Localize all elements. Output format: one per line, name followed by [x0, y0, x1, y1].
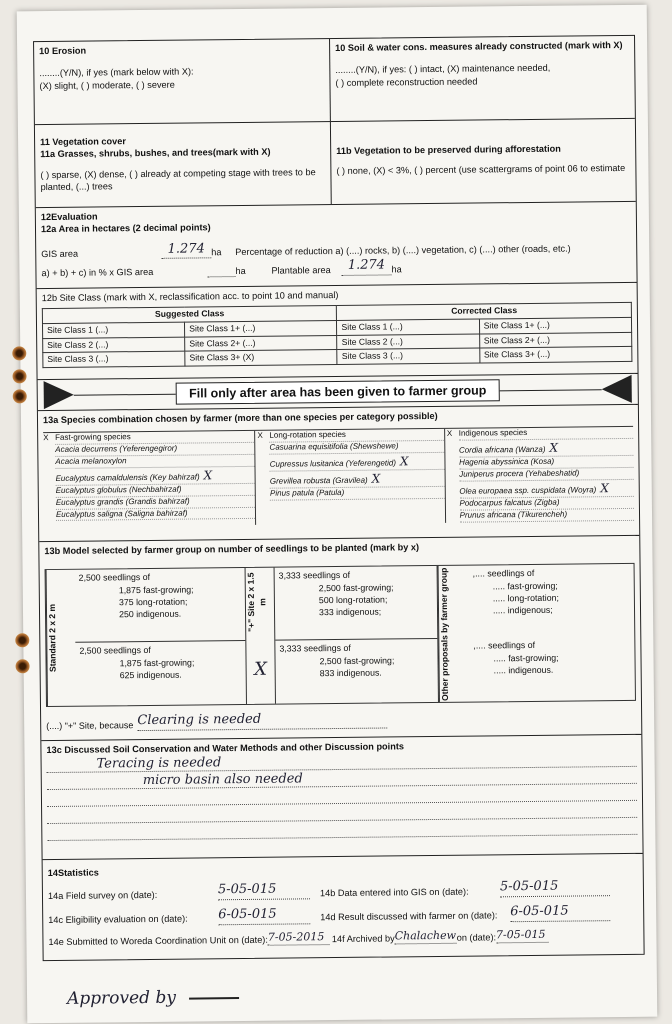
indigenous-column — [459, 427, 634, 522]
site-class-option[interactable]: Site Class 2+ (...) — [185, 335, 337, 351]
indig-head: Indigenous species — [459, 427, 634, 441]
gis-area-label: GIS area — [41, 248, 79, 260]
banner-row — [38, 374, 638, 411]
species-cell — [38, 405, 639, 541]
evaluation-cell — [36, 202, 637, 288]
species-item[interactable]: Casuarina equisitifolia (Shewshewe) — [269, 441, 444, 455]
discussion-line[interactable]: micro basin also needed — [47, 767, 637, 790]
plus-site-label: "+" Site 2 x 1.5 m X — [246, 568, 276, 704]
approved-by: Approved by — [67, 987, 239, 1009]
site-class-option[interactable]: Site Class 3 (...) — [337, 348, 479, 364]
arrow-icon — [44, 381, 74, 409]
check-mark: X — [254, 659, 268, 681]
discussion-line[interactable]: Teracing is needed — [47, 750, 637, 773]
discussed-date[interactable]: 6-05-015 — [510, 902, 610, 922]
other-option-2[interactable]: ,.... seedlings of ..... fast-growing; ..... indigenous. — [473, 640, 559, 676]
long-head: Long-rotation species — [269, 429, 444, 443]
section-11 — [35, 119, 636, 208]
site-class-option[interactable]: Site Class 2+ (...) — [479, 332, 632, 348]
species-item[interactable]: Cupressus lusitanica (Yeferengetid) X — [270, 453, 445, 472]
swc-line2: ( ) complete reconstruction needed — [335, 76, 478, 88]
vegetation-cell — [35, 122, 332, 207]
banner-text: Fill only after area has been given to farmer group — [176, 379, 500, 404]
species-item[interactable]: Juniperus procera (Yehabeshatid) — [459, 468, 634, 482]
formula-text: a) + b) + c) in % x GIS area — [41, 266, 154, 278]
other-options — [469, 564, 635, 702]
section-14 — [43, 854, 644, 960]
woreda-label: 14e Submitted to Woreda Coordination Unit on (date): — [48, 934, 268, 947]
check-mark: X — [399, 454, 409, 469]
field-survey-label: 14a Field survey on (date): — [47, 889, 158, 901]
preserve-line: ( ) none, (X) < 3%, ( ) percent (use scattergrams of point 06 to estimate — [336, 163, 626, 177]
discussion-title: 13c Discussed Soil Conservation and Water Methods and other Discussion points — [46, 741, 405, 756]
site-class-option[interactable]: Site Class 3+ (...) — [479, 347, 632, 363]
erosion-line1: ........(Y/N), if yes (mark below with X): — [39, 66, 194, 79]
species-item[interactable]: Acacia decurrens (Yeferengegiror) — [55, 443, 254, 457]
check-mark: X — [371, 471, 381, 486]
fast-growing-column — [55, 431, 256, 526]
check-mark: X — [203, 468, 213, 483]
section-12a — [36, 202, 637, 289]
site-class-title: 12b Site Class (mark with X, reclassification acc. to point 10 and manual) — [41, 289, 339, 304]
discussed-label: 14d Result discussed with farmer on (date): — [320, 910, 498, 923]
field-survey-date[interactable]: 5-05-015 — [218, 881, 310, 901]
form-body — [33, 35, 645, 961]
swc-line1: ........(Y/N), if yes: ( ) intact, (X) maintenance needed, — [335, 63, 551, 76]
vegetation-sub: 11a Grasses, shrubs, bushes, and trees(mark with X) — [40, 147, 271, 160]
model-grid — [45, 563, 636, 707]
section-13c — [41, 735, 642, 860]
eligibility-date[interactable]: 6-05-015 — [218, 905, 310, 925]
standard-option-2[interactable]: 2,500 seedlings of 1,875 fast-growing; 625 indigenous. — [79, 645, 195, 681]
archived-on-label: on (date): — [456, 932, 497, 943]
statistics-cell — [43, 854, 644, 960]
ha-unit: ha — [211, 247, 222, 258]
archived-label: 14f Archived by — [331, 933, 395, 945]
arrow-icon — [602, 375, 632, 403]
area-sub: 12a Area in hectares (2 decimal points) — [40, 222, 211, 235]
section-13b — [39, 536, 641, 741]
species-item[interactable]: Cordia africana (Wanza) X — [459, 439, 634, 458]
plus-options — [275, 566, 439, 704]
because-value[interactable]: Clearing is needed — [137, 710, 387, 731]
site-class-option[interactable]: Site Class 3 (...) — [43, 351, 185, 367]
species-item[interactable]: Eucalyptus globulus (Nechbahirzaf) — [56, 484, 255, 498]
x-col-head: X — [257, 431, 263, 441]
punch-hole — [12, 369, 26, 383]
formula-value[interactable] — [208, 276, 236, 277]
woreda-date[interactable]: 7-05-2015 — [268, 930, 330, 946]
section-12b — [37, 283, 638, 380]
erosion-line2: (X) slight, ( ) moderate, ( ) severe — [39, 79, 175, 91]
site-class-table — [42, 302, 633, 368]
section-10 — [34, 36, 635, 125]
species-item[interactable]: Eucalyptus camaldulensis (Key bahirzaf) X — [55, 467, 254, 486]
punch-hole — [15, 633, 29, 647]
site-class-option[interactable]: Site Class 2 (...) — [337, 334, 479, 350]
preserve-cell — [331, 119, 636, 204]
other-proposals-label: Other proposals by farmer group — [438, 566, 470, 702]
punch-hole — [12, 346, 26, 360]
erosion-cell — [34, 39, 331, 124]
x-col-head: X — [43, 433, 49, 443]
x-col-head: X — [446, 429, 453, 439]
model-cell — [39, 536, 641, 740]
species-item[interactable]: Eucalyptus saligna (Saligna bahirzaf) — [56, 507, 255, 521]
eligibility-label: 14c Eligibility evaluation on (date): — [48, 913, 188, 926]
punch-hole — [16, 659, 30, 673]
site-class-option[interactable]: Site Class 1+ (...) — [479, 317, 632, 333]
preserve-sub: 11b Vegetation to be preserved during afforestation — [336, 143, 561, 156]
standard-options — [75, 568, 247, 706]
gis-area-value[interactable]: 1.274 — [161, 240, 211, 259]
check-mark: X — [600, 481, 609, 496]
species-item[interactable]: Olea europaea ssp. cuspidata (Woyra) X — [459, 480, 634, 499]
plantable-value[interactable]: 1.274 — [341, 257, 391, 276]
form-sheet — [17, 5, 658, 1024]
evaluation-title: 12Evaluation — [40, 211, 98, 223]
swc-title: 10 Soil & water cons. measures already constructed (mark with X) — [335, 39, 623, 53]
reduction-text: Percentage of reduction a) (....) rocks, b) (....) vegetation, c) (....) other (roads, etc.) — [235, 243, 571, 258]
fast-head: Fast-growing species — [55, 431, 254, 445]
site-class-cell — [37, 283, 638, 379]
species-item[interactable]: Hagenia abyssinica (Kosa) — [459, 456, 634, 470]
statistics-title: 14Statistics — [47, 867, 99, 879]
site-class-option[interactable]: Site Class 1 (...) — [337, 319, 479, 335]
ha-unit: ha — [391, 263, 402, 274]
plus-option-1[interactable]: 3,333 seedlings of 2,500 fast-growing; 500 long-rotation; 333 indigenous; — [275, 566, 438, 641]
swc-cell — [330, 36, 635, 121]
long-rotation-column — [269, 429, 445, 524]
vegetation-title: 11 Vegetation cover — [40, 136, 126, 148]
plantable-label: Plantable area — [271, 264, 331, 276]
suggested-head: Suggested Class — [42, 306, 337, 324]
site-class-option[interactable]: Site Class 2 (...) — [43, 337, 185, 353]
species-item[interactable]: Eucalyptus grandis (Grandis bahirzaf) — [56, 496, 255, 510]
erosion-title: 10 Erosion — [39, 45, 87, 57]
site-class-option[interactable]: Site Class 1 (...) — [42, 322, 184, 338]
species-item[interactable]: Prunus africana (Tikurencheh) — [460, 509, 635, 523]
species-title: 13a Species combination chosen by farmer (more than one species per category possible) — [42, 410, 438, 426]
standard-label: Standard 2 x 2 m — [46, 570, 76, 706]
standard-option-1[interactable]: 2,500 seedlings of 1,875 fast-growing; 375 long-rotation; 250 indigenous. — [75, 568, 246, 643]
gis-entry-date[interactable]: 5-05-015 — [500, 878, 610, 898]
discussion-cell — [41, 735, 642, 859]
site-class-option[interactable]: Site Class 1+ (...) — [185, 321, 337, 337]
because-label: (....) "+" Site, because — [46, 719, 134, 731]
other-option-1[interactable]: ,.... seedlings of ..... fast-growing; ..... long-rotation; ..... indigenous; — [472, 568, 559, 616]
gis-entry-label: 14b Data entered into GIS on (date): — [319, 886, 469, 898]
corrected-head: Corrected Class — [337, 303, 632, 321]
archived-date[interactable]: 7-05-015 — [496, 927, 548, 943]
check-mark: X — [549, 440, 559, 455]
plus-option-2[interactable]: 3,333 seedlings of 2,500 fast-growing; 833 indigenous. — [279, 643, 395, 679]
archived-name[interactable]: Chalachew — [395, 928, 457, 944]
section-13a — [38, 405, 639, 542]
species-item[interactable]: Podocarpus falcatus (Zigba) — [459, 497, 634, 511]
species-item[interactable]: Grevillea robusta (Gravilea) X — [270, 470, 445, 489]
punch-hole — [13, 389, 27, 403]
signature-stroke — [189, 997, 239, 1000]
species-item[interactable]: Pinus patula (Patula) — [270, 487, 445, 501]
model-title: 13b Model selected by farmer group on number of seedlings to be planted (mark by x) — [44, 542, 420, 557]
vegetation-line: ( ) sparse, (X) dense, ( ) already at competing stage with trees to be planted, (...) trees — [40, 167, 316, 193]
site-class-option[interactable]: Site Class 3+ (X) — [185, 350, 337, 366]
species-item[interactable]: Acacia melanoxylon — [55, 455, 254, 469]
ha-unit: ha — [235, 265, 246, 276]
